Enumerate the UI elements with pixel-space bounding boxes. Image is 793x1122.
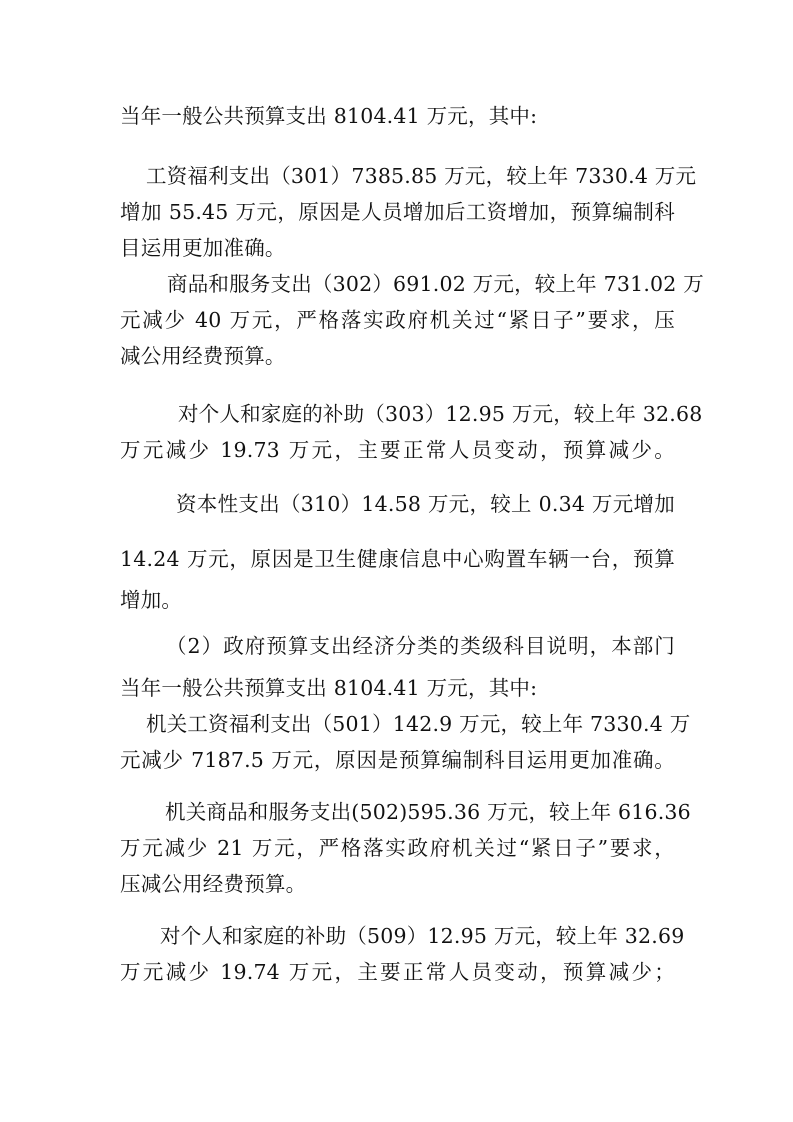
text-line: 增加 55.45 万元，原因是人员增加后工资增加，预算编制科 (120, 200, 675, 224)
text-line: 目运用更加准确。 (120, 236, 286, 260)
text-line: 当年一般公共预算支出 8104.41 万元，其中: (120, 676, 538, 700)
text-line: 对个人和家庭的补助（303）12.95 万元，较上年 32.68 (178, 402, 703, 426)
text-line: 对个人和家庭的补助（509）12.95 万元，较上年 32.69 (160, 924, 685, 948)
text-line: 万元减少 21 万元，严格落实政府机关过“紧日子”要求， (120, 836, 675, 860)
text-line: 当年一般公共预算支出 8104.41 万元，其中: (120, 104, 538, 128)
text-line: 机关商品和服务支出(502)595.36 万元，较上年 616.36 (165, 800, 691, 824)
text-line: （2）政府预算支出经济分类的类级科目说明，本部门 (166, 634, 675, 658)
text-line: 元减少 7187.5 万元，原因是预算编制科目运用更加准确。 (120, 748, 675, 772)
text-line: 压减公用经费预算。 (120, 872, 307, 896)
text-line: 万元减少 19.73 万元，主要正常人员变动，预算减少。 (120, 438, 675, 462)
text-line: 商品和服务支出（302）691.02 万元，较上年 731.02 万 (167, 272, 704, 296)
text-line: 工资福利支出（301）7385.85 万元，较上年 7330.4 万元 (146, 164, 697, 188)
text-line: 减公用经费预算。 (120, 344, 286, 368)
text-line: 14.24 万元，原因是卫生健康信息中心购置车辆一台，预算 (120, 547, 675, 571)
text-line: 资本性支出（310）14.58 万元，较上 0.34 万元增加 (176, 492, 675, 516)
text-line: 增加。 (120, 588, 183, 612)
text-line: 机关工资福利支出（501）142.9 万元，较上年 7330.4 万 (146, 712, 691, 736)
text-line: 元减少 40 万元，严格落实政府机关过“紧日子”要求，压 (120, 308, 675, 332)
text-line: 万元减少 19.74 万元，主要正常人员变动，预算减少； (120, 960, 675, 984)
